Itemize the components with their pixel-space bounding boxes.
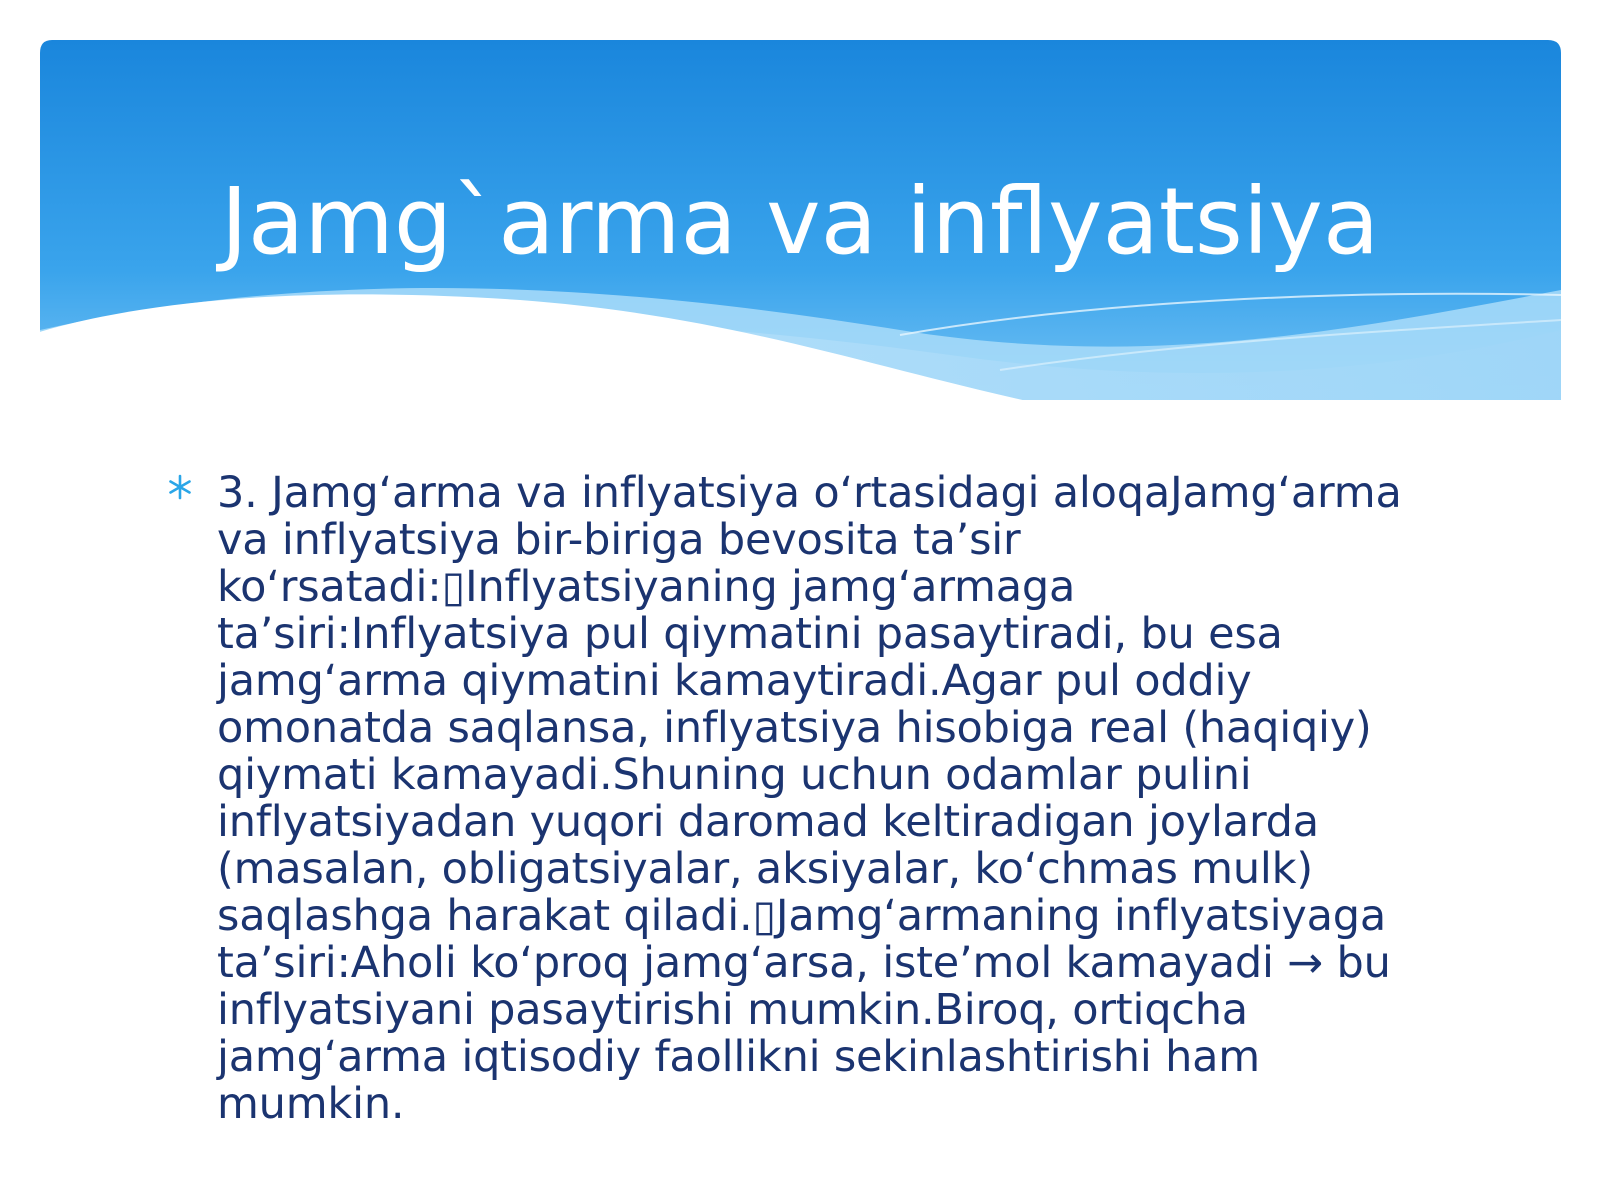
bullet-text: 3. Jamg‘arma va inflyatsiya o‘rtasidagi aloqaJamg‘arma va inflyatsiya bir-biriga bevosita ta’sir ko‘rsatadi:▯Inflyatsiyaning jamg‘armaga ta’siri:Inflyatsiya pul qiymatini pasaytiradi, bu esa jamg‘arma qiymatini kamaytiradi.Agar pul oddiy omonatda saqlansa, inflyatsiya hisobiga real (haqiqiy) qiymati kamayadi.Shuning uchun odamlar pulini inflyatsiyadan yuqori daromad keltiradigan joylarda (masalan, obligatsiyalar, aksiyalar, ko‘chmas mulk) saqlashga harakat qiladi.▯Jamg‘armaning inflyatsiyaga ta’siri:Aholi ko‘proq jamg‘arsa, iste’mol kamayadi → bu inflyatsiyani pasaytirishi mumkin.Biroq, ortiqcha jamg‘arma iqtisodiy faollikni sekinlashtirishi ham mumkin.	[217, 468, 1416, 1129]
slide-title: Jamg`arma va inflyatsiya	[220, 167, 1380, 275]
bullet-item	[165, 470, 1435, 1128]
slide-content	[165, 470, 1435, 1128]
asterisk-bullet-icon	[165, 472, 195, 502]
